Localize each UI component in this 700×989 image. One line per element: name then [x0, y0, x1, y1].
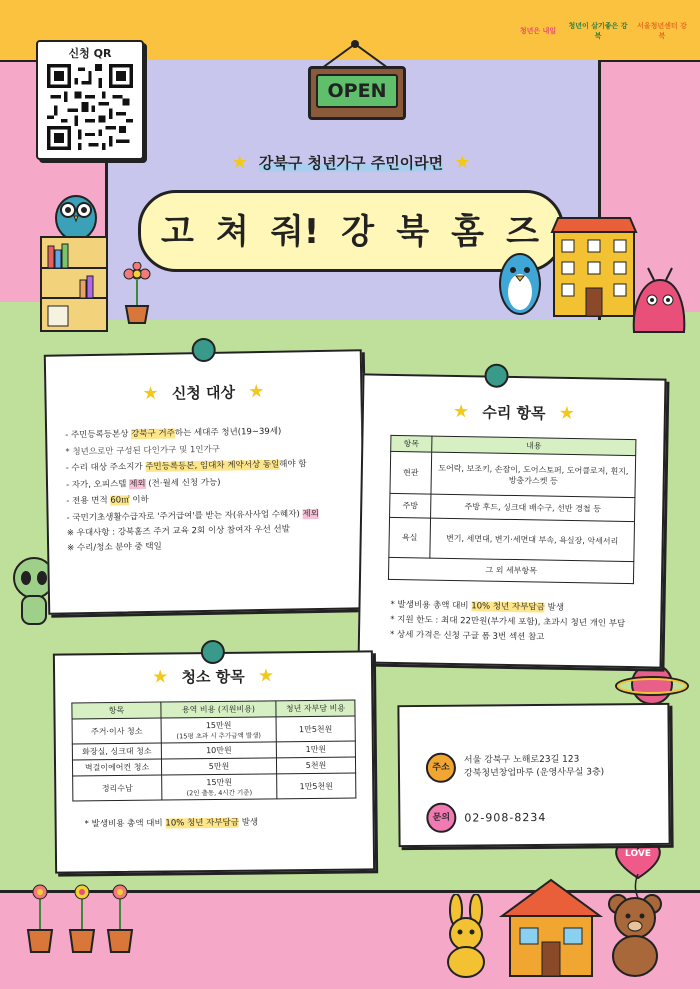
logo-center: 서울청년센터 강북	[637, 22, 687, 40]
open-sign-text: OPEN	[316, 74, 398, 108]
logo-gangbuk: 청년이 살기좋은 강북	[568, 22, 628, 40]
table-row: 주방 주방 후드, 싱크대 배수구, 선반 경첩 등	[390, 493, 635, 521]
logo-youth: 청년은 내일	[519, 27, 557, 35]
star-icon: ★	[452, 400, 470, 423]
table-row: 정리수납 15만원 (2인 출동, 4시간 기준) 1만5천원	[73, 773, 356, 801]
title-char: 즈	[506, 211, 539, 252]
owl-icon	[48, 186, 104, 242]
teddy-bear-icon	[604, 890, 666, 978]
house-icon	[498, 876, 604, 978]
repair-card	[357, 373, 666, 668]
cleaning-title	[55, 664, 371, 688]
table-row: 벽걸이에어컨 청소 5만원 5천원	[72, 757, 355, 776]
subtitle-text: 강북구 청년가구 주민이라면	[258, 154, 444, 172]
star-icon: ★	[152, 666, 169, 688]
heart-text: LOVE	[625, 849, 651, 859]
repair-title	[364, 399, 664, 425]
pushpin-icon	[191, 338, 215, 362]
title-char: 홈	[451, 211, 484, 252]
table-row: 그 외 세부항목	[388, 557, 633, 583]
logo-group	[516, 14, 696, 48]
address-row	[426, 751, 604, 783]
list-item: - 수리 대상 주소지가 주민등록등본, 임대차 계약서상 동일해야 함	[65, 459, 307, 474]
apply-note: ※ 우대사항 : 강북홈즈 주거 교육 2회 이상 참여자 우선 선발	[66, 524, 290, 539]
cleaning-table	[71, 700, 356, 802]
title-chars	[150, 198, 550, 258]
list-item: * 청년으로만 구성된 다인가구 및 1인가구	[65, 444, 221, 457]
repair-note: * 상세 가격은 신청 구글 폼 3번 섹션 참고	[389, 629, 545, 643]
apply-list	[65, 422, 363, 526]
star-icon: ★	[257, 665, 275, 687]
bunny-icon	[436, 894, 496, 978]
contact-card	[397, 703, 670, 847]
subtitle	[196, 152, 506, 173]
star-icon: ★	[248, 380, 265, 403]
star-icon: ★	[231, 152, 248, 173]
title-char: 북	[396, 211, 430, 252]
monster-icon	[628, 266, 690, 336]
qr-code[interactable]	[47, 64, 133, 150]
table-row: 주거·이사 청소 15만원 (15평 초과 시 추가금액 발생) 1만5천원	[72, 716, 355, 744]
table-header: 항목 용역 비용 (지원비용) 청년 자부담 비용	[72, 700, 355, 719]
qr-label: 신청 QR	[68, 47, 112, 60]
building-icon	[548, 214, 640, 318]
pushpin-icon	[201, 640, 225, 664]
apply-title	[46, 379, 360, 405]
bookshelf-icon	[40, 236, 108, 332]
list-item: - 국민기초생활수급자로 '주거급여'를 받는 자(유사사업 수혜자) 제외	[66, 508, 319, 523]
table-header: 항목 내용	[391, 435, 636, 455]
flower-pots-icon	[20, 880, 140, 954]
phone-number[interactable]: 02-908-8234	[464, 810, 547, 825]
open-sign	[308, 66, 406, 120]
title-char: 줘!	[270, 211, 320, 252]
title-char: 고	[161, 211, 194, 252]
cleaning-card	[53, 650, 375, 873]
list-item: - 주민등록등본상 강북구 거주하는 세대주 청년(19~39세)	[65, 426, 282, 441]
apply-title-text: 신청 대상	[171, 383, 236, 403]
title-char: 쳐	[215, 211, 249, 252]
address-text: 서울 강북구 노해로23길 123 강북청년창업마루 (운영사무실 3층)	[463, 754, 605, 779]
cleaning-title-text: 청소 항목	[181, 667, 245, 687]
penguin-icon	[494, 244, 546, 318]
table-row: 현관 도어락, 보조키, 손잡이, 도어스토퍼, 도어클로저, 휜지, 방충가스켓 등	[390, 451, 636, 497]
star-icon: ★	[454, 152, 471, 173]
table-row: 욕실 변기, 세면대, 변기·세면대 부속, 욕실장, 악세서리	[389, 517, 635, 561]
list-item: - 전용 면적 60㎡ 이하	[66, 494, 149, 507]
title-char: 강	[341, 211, 375, 252]
cleaning-note: * 발생비용 총액 대비 10% 청년 자부담금 발생	[84, 817, 259, 830]
repair-table	[388, 435, 636, 584]
star-icon: ★	[558, 402, 576, 425]
apply-note: ※ 수리/청소 분야 중 택일	[67, 541, 162, 554]
star-icon: ★	[142, 382, 159, 405]
list-item: - 자가, 오피스텔 제외 (전·월세 신청 가능)	[65, 477, 221, 490]
open-sign-hanger	[300, 38, 410, 68]
repair-notes	[390, 598, 661, 648]
inquiry-badge: 문의	[426, 803, 456, 833]
flower-pot-icon	[120, 262, 154, 324]
pushpin-icon	[484, 364, 508, 388]
qr-card	[36, 40, 144, 160]
apply-card	[44, 349, 366, 615]
table-row: 화장실, 싱크대 청소 10만원 1만원	[72, 741, 355, 760]
repair-note: * 지원 한도 : 최대 22만원(부가세 포함), 초과시 청년 개인 부담	[390, 614, 626, 629]
inquiry-row	[426, 802, 546, 833]
repair-title-text: 수리 항목	[482, 403, 546, 423]
repair-note: * 발생비용 총액 대비 10% 청년 자부담금 발생	[390, 599, 565, 613]
address-badge: 주소	[426, 753, 456, 783]
